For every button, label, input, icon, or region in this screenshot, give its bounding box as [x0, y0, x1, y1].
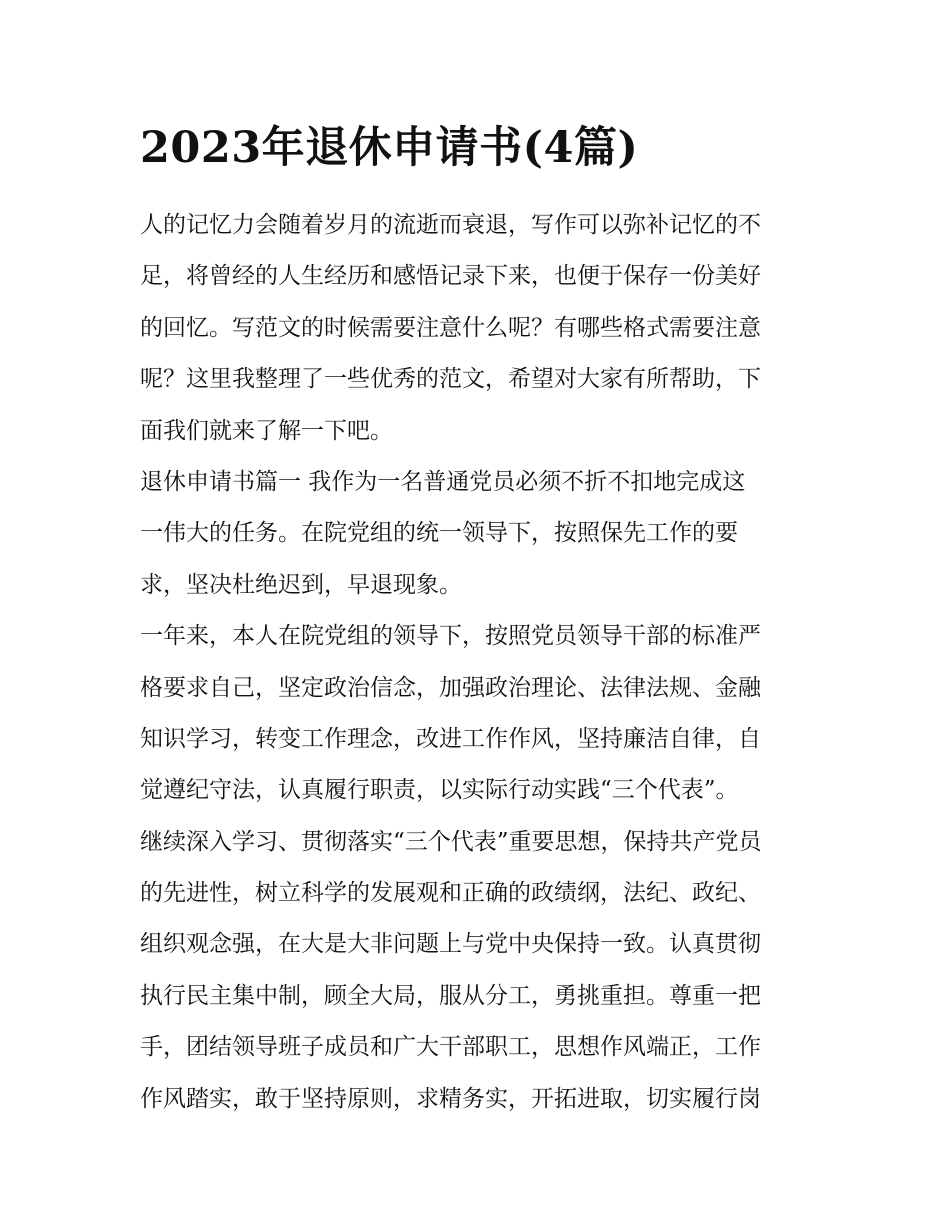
intro-paragraph: [140, 200, 812, 457]
body-paragraph: [140, 611, 812, 817]
text-line: 的先进性，树立科学的发展观和正确的政绩纲，法纪、政纪、: [140, 880, 761, 907]
text-line: 组织观念强，在大是大非问题上与党中央保持一致。认真贯彻: [140, 931, 761, 958]
text-line: 作风踏实，敢于坚持原则，求精务实，开拓进取，切实履行岗: [140, 1085, 761, 1112]
text-line: 求，坚决杜绝迟到，早退现象。: [140, 571, 462, 598]
text-line: 面我们就来了解一下吧。: [140, 417, 393, 444]
document-body: [140, 118, 812, 1125]
text-line: 手，团结领导班子成员和广大干部职工，思想作风端正，工作: [140, 1034, 761, 1061]
text-line: 执行民主集中制，顾全大局，服从分工，勇挑重担。尊重一把: [140, 982, 761, 1009]
text-line: 呢？这里我整理了一些优秀的范文，希望对大家有所帮助，下: [140, 366, 761, 393]
text-line: 一年来，本人在院党组的领导下，按照党员领导干部的标准严: [140, 623, 761, 650]
page-title: 2023年退休申请书(4篇): [140, 123, 639, 173]
text-line: 退休申请书篇一 我作为一名普通党员必须不折不扣地完成这: [140, 468, 746, 495]
text-line: 继续深入学习、贯彻落实“三个代表”重要思想，保持共产党员: [140, 828, 762, 855]
text-line: 的回忆。写范文的时候需要注意什么呢？有哪些格式需要注意: [140, 314, 761, 341]
text-line: 一伟大的任务。在院党组的统一领导下，按照保先工作的要: [140, 520, 738, 547]
section-one-paragraph: [140, 457, 812, 611]
body-paragraph: [140, 817, 812, 1125]
text-line: 知识学习，转变工作理念，改进工作作风，坚持廉洁自律，自: [140, 725, 761, 752]
text-line: 足，将曾经的人生经历和感悟记录下来，也便于保存一份美好: [140, 263, 761, 290]
text-line: 格要求自己，坚定政治信念，加强政治理论、法律法规、金融: [140, 674, 761, 701]
text-line: 人的记忆力会随着岁月的流逝而衰退，写作可以弥补记忆的不: [140, 212, 761, 238]
text-line: 觉遵纪守法，认真履行职责，以实际行动实践“三个代表”。: [140, 777, 739, 804]
